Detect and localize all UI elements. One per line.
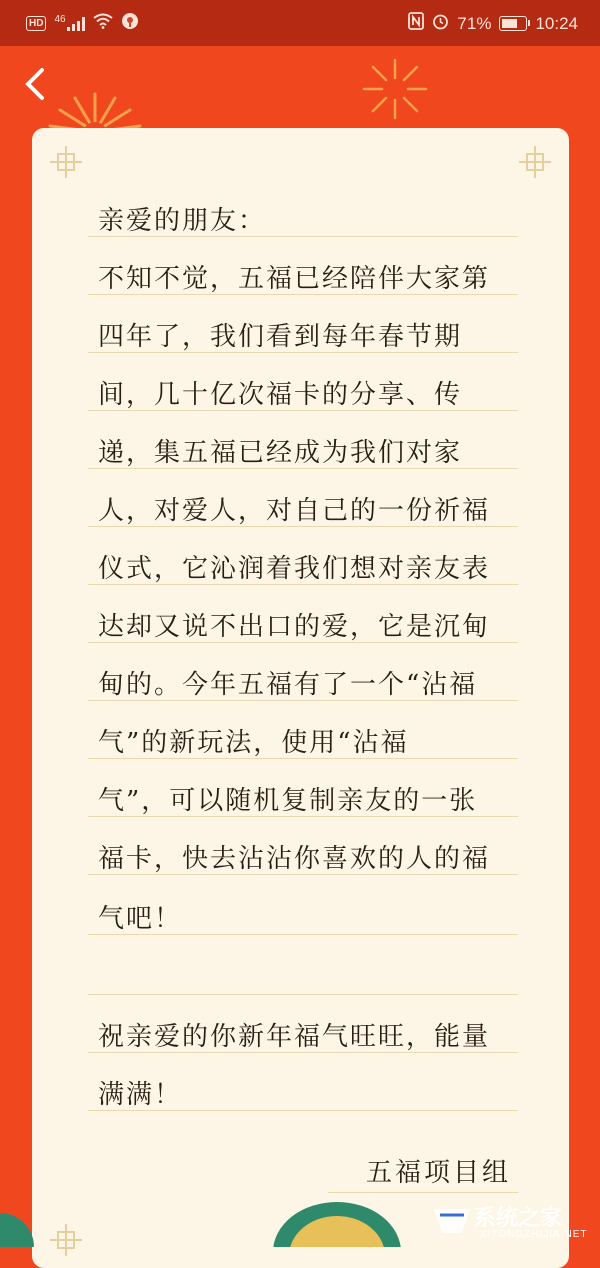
wish-line: 祝亲爱的你新年福气旺旺，能量 [98,1022,491,1052]
body-line: 递，集五福已经成为我们对家 [98,438,463,468]
network-type: 46 [54,13,66,25]
body-line: 间，几十亿次福卡的分享、传 [98,380,463,410]
body-line: 气吧！ [98,904,183,934]
body-line: 气”，可以随机复制亲友的一张 [98,786,478,816]
body-line: 甸的。今年五福有了一个“沾福 [98,670,478,700]
watermark [422,1201,592,1241]
battery-icon [499,16,527,31]
app-notification-icon [121,12,139,35]
status-right [408,12,578,35]
corner-ornament-icon [515,142,555,182]
bottom-center-decoration-icon [272,1196,402,1247]
body-line: 仪式，它沁润着我们想对亲友表 [98,554,491,584]
body-line: 达却又说不出口的爱，它是沉甸 [98,612,491,642]
cellular-signal-icon [54,13,84,31]
nfc-icon [408,12,424,35]
site-logo-icon [432,1203,472,1237]
clock: 10:24 [535,13,578,33]
letter-signature: 五福项目组 [365,1158,511,1188]
status-bar [0,0,600,46]
hd-badge: HD [26,16,46,31]
firework-decoration-icon [40,74,150,134]
body-line: 福卡，快去沾沾你喜欢的人的福 [98,844,491,874]
battery-fill [502,19,517,28]
letter-greeting: 亲爱的朋友： [98,206,267,236]
body-line: 四年了，我们看到每年春节期 [98,322,463,352]
wifi-icon [93,13,113,34]
battery-percent: 71% [457,13,492,33]
firework-decoration-icon [360,56,430,122]
watermark-site-url: XITONGZHIJIA.NET [480,1229,588,1240]
watermark-site-name: 系统之家 [474,1205,563,1230]
body-line: 不知不觉，五福已经陪伴大家第 [98,264,491,294]
corner-ornament-icon [46,1220,86,1260]
wish-line: 满满！ [98,1080,183,1110]
bottom-left-decoration-icon [0,1200,40,1247]
corner-ornament-icon [46,142,86,182]
body-line: 人，对爱人，对自己的一份祈福 [98,496,491,526]
letter-card [32,128,569,1268]
alarm-icon [432,13,449,35]
body-line: 气”的新玩法，使用“沾福 [98,728,409,758]
status-left [26,12,139,35]
